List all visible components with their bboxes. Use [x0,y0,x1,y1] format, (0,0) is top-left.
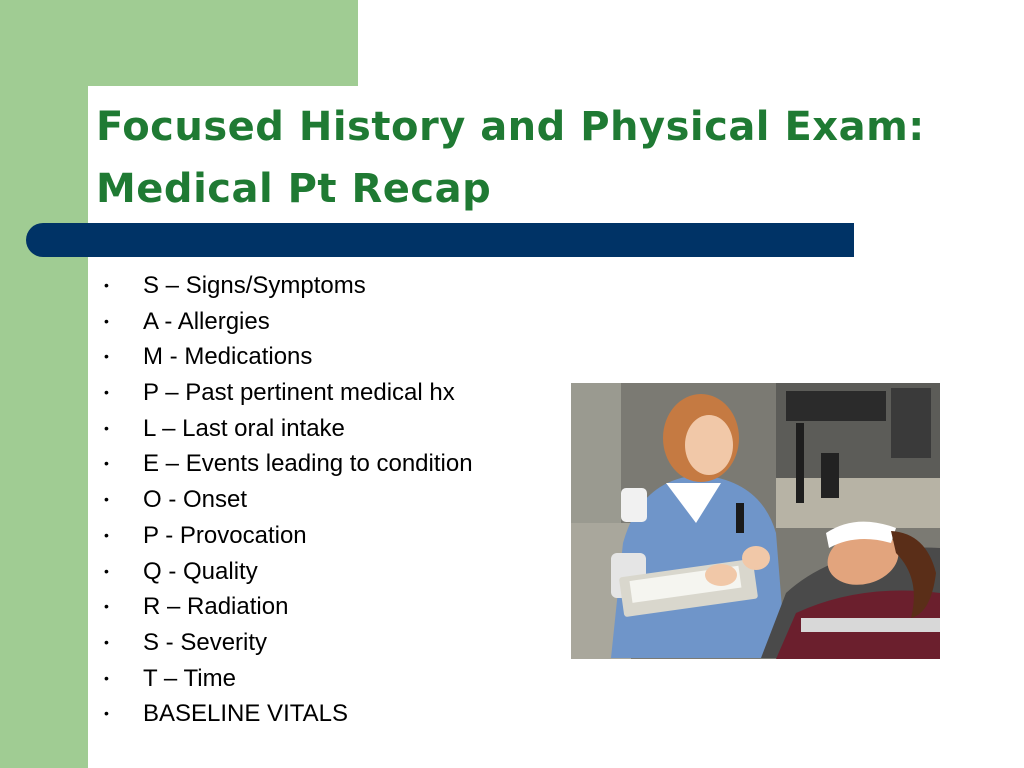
slide-title [96,96,996,220]
bullet-text: M - Medications [143,343,313,371]
bullet-item [100,696,473,732]
bullet-text: E – Events leading to condition [143,450,473,478]
bullet-text: S - Severity [143,628,268,656]
bullet-item [100,661,473,697]
title-line-2: Medical Pt Recap [96,166,492,212]
bullet-text: L – Last oral intake [143,414,345,442]
bullet-item [100,304,473,340]
bullet-icon: • [104,526,109,543]
bullet-item [100,625,473,661]
bullet-icon: • [104,348,109,365]
bullet-text: A - Allergies [143,307,270,335]
paramedic-patient-photo [571,383,940,659]
bullet-item [100,482,473,518]
bullet-text: R – Radiation [143,593,289,621]
bullet-icon: • [104,277,109,293]
bullet-text: T – Time [143,664,236,692]
left-accent-bar [0,0,88,768]
bullet-text: BASELINE VITALS [143,700,348,728]
bullet-item [100,518,473,554]
bullet-text: O - Onset [143,486,248,514]
bullet-icon: • [104,384,109,401]
bullet-icon: • [104,312,109,329]
bullet-icon: • [104,491,109,508]
bullet-icon: • [104,633,109,650]
bullet-icon: • [104,455,109,472]
bullet-icon: • [104,562,109,579]
bullet-item [100,268,473,304]
bullet-text: S – Signs/Symptoms [143,272,366,299]
title-line-1: Focused History and Physical Exam: [96,104,925,150]
bullet-icon: • [104,598,109,615]
bullet-item [100,589,473,625]
bullet-item [100,339,473,375]
bullet-item [100,375,473,411]
bullet-text: P – Past pertinent medical hx [143,379,455,407]
bullet-text: P - Provocation [143,521,307,549]
sample-opqrst-list [100,268,473,732]
photo-illustration [571,383,940,659]
bullet-text: Q - Quality [143,557,258,585]
bullet-icon: • [104,669,109,686]
bullet-icon: • [104,419,109,436]
bullet-item [100,446,473,482]
top-accent-block [0,0,358,86]
bullet-icon: • [104,705,109,722]
bullet-item [100,411,473,447]
title-divider-bar [26,223,854,257]
bullet-item [100,554,473,590]
